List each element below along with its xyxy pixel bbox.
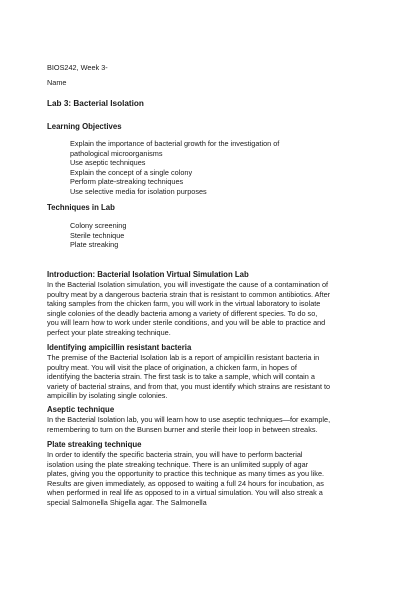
paragraph-line: ampicillin by isolating single colonies.: [47, 391, 168, 401]
paragraph-line: you will learn how to work under sterile conditions, and you will be able to practice and: [47, 318, 326, 328]
streaking-heading: Plate streaking technique: [47, 440, 142, 449]
name-label: Name: [47, 78, 67, 87]
paragraph-line: plates, giving you the opportunity to practice this technique as many times as you like.: [47, 469, 325, 479]
paragraph-line: special Salmonella Shigella agar. The Salmonella: [47, 497, 207, 507]
paragraph-line: perfect your plate streaking technique.: [47, 327, 171, 337]
paragraph-line: identifying the bacteria strain. The first task is to take a sample, which will contain a: [47, 372, 315, 382]
ampicillin-heading: Identifying ampicillin resistant bacteria: [47, 343, 192, 352]
paragraph-line: taking samples from the chicken farm, you will work in the virtual laboratory to isolate: [47, 299, 321, 309]
paragraph-line: single colonies of the deadly bacteria among a variety of different species. To do so,: [47, 308, 318, 318]
page-title: Lab 3: Bacterial Isolation: [47, 99, 144, 108]
list-item: Use aseptic techniques: [70, 158, 146, 168]
paragraph-line: isolation using the plate streaking technique. There is an unlimited supply of agar: [47, 459, 309, 469]
paragraph-line: In order to identify the specific bacteria strain, you will have to perform bacterial: [47, 450, 303, 459]
streaking-paragraph: [47, 450, 359, 508]
list-item: Sterile technique: [70, 230, 125, 240]
list-item: pathological microorganisms: [70, 148, 163, 158]
list-item: Use selective media for isolation purposes: [70, 186, 207, 196]
learning-objectives-heading: Learning Objectives: [47, 122, 122, 131]
intro-heading: Introduction: Bacterial Isolation Virtual Simulation Lab: [47, 270, 249, 279]
list-item: Colony screening: [70, 221, 127, 230]
paragraph-line: Results are given immediately, as opposed to waiting a full 24 hours for incubation, as: [47, 478, 324, 488]
ampicillin-paragraph: [47, 353, 359, 401]
paragraph-line: variety of bacterial strains, and from that, you must identify which strains are resistant to: [47, 381, 331, 391]
paragraph-line: In the Bacterial Isolation lab, you will learn how to use aseptic techniques—for example,: [47, 415, 331, 424]
paragraph-line: remembering to turn on the Bunsen burner and sterile their loop in between streaks.: [47, 424, 318, 434]
aseptic-heading: Aseptic technique: [47, 405, 115, 414]
list-item: Explain the concept of a single colony: [70, 167, 193, 177]
paragraph-line: The premise of the Bacterial Isolation lab is a report of ampicillin resistant bacteria in: [47, 353, 320, 362]
paragraph-line: when performed in real life as opposed to in a virtual simulation. You will also streak a: [47, 488, 323, 498]
learning-objectives-list: [70, 139, 330, 197]
paragraph-line: In the Bacterial Isolation simulation, you will investigate the cause of a contamination of: [47, 280, 329, 289]
list-item: Plate streaking: [70, 240, 119, 250]
list-item: Explain the importance of bacterial growth for the investigation of: [70, 139, 280, 148]
list-item: Perform plate-streaking techniques: [70, 177, 184, 187]
techniques-heading: Techniques in Lab: [47, 203, 115, 212]
course-week-label: BIOS242, Week 3-: [47, 63, 108, 72]
paragraph-line: poultry meat. You will visit the place of origination, a chicken farm, in hopes of: [47, 362, 297, 372]
paragraph-line: poultry meat by a dangerous bacteria strain that is resistant to common antibiotics. After: [47, 289, 331, 299]
intro-paragraph: [47, 280, 359, 338]
aseptic-paragraph: [47, 415, 359, 434]
techniques-list: [70, 221, 330, 250]
